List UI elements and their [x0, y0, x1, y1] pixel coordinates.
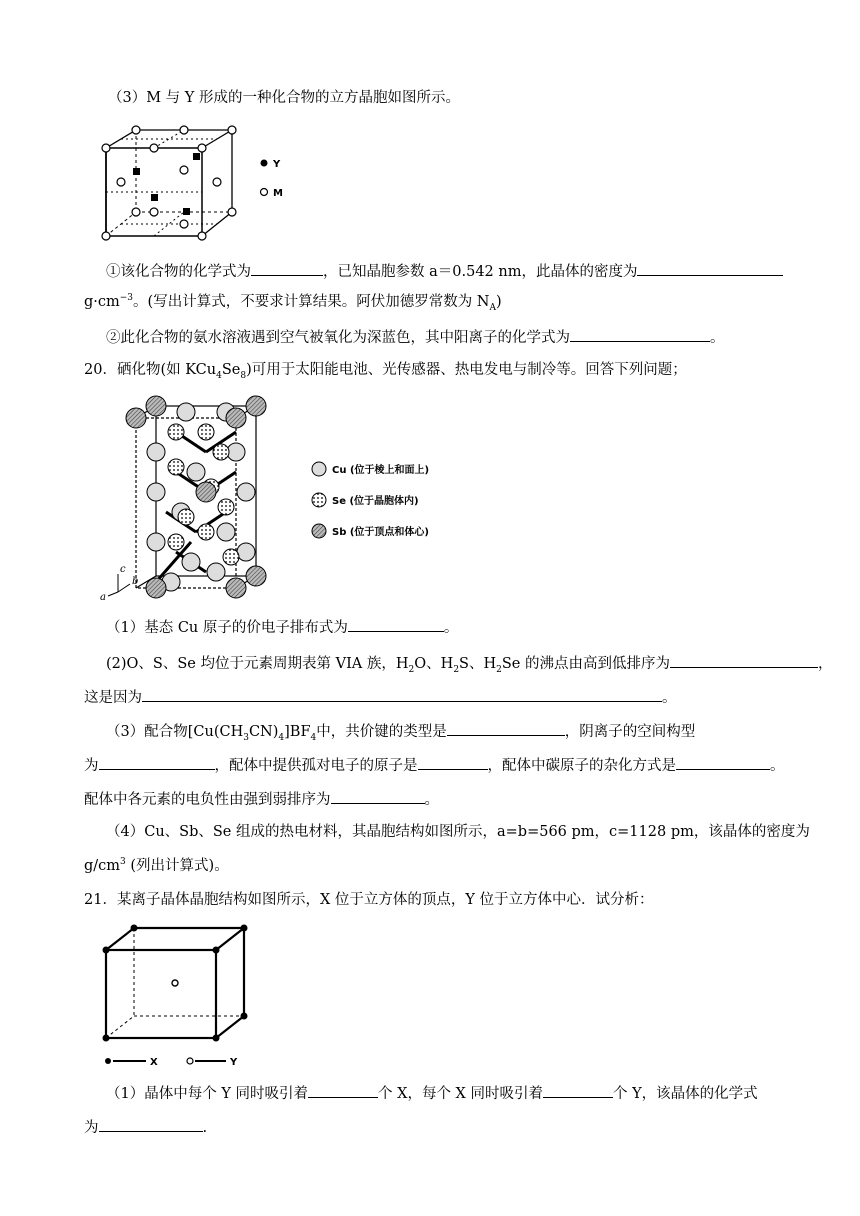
q19-item2-line: ②此化合物的氨水溶液遇到空气被氧化为深蓝色，其中阳离子的化学式为 。	[106, 326, 725, 348]
q20-p3-cont2: 配体中各元素的电负性由强到弱排序为 。	[84, 788, 439, 810]
q19-3-intro: （3）M 与 Y 形成的一种化合物的立方晶胞如图所示。	[108, 90, 460, 106]
q20-p2: (2)O、S、Se 均位于元素周期表第 VIA 族，$H_2O$、$H_2S$、$H_2Se$ 的沸点由高到低排序为 ，	[106, 652, 833, 674]
q20-p2-cont: 这是因为 。	[84, 686, 677, 708]
q20-crystal-figure	[96, 392, 466, 604]
q20-p4-cont: $g/cm^3$ (列出计算式)。	[84, 857, 229, 874]
q20-p3: （3）配合物$[Cu(CH_3CN)_4]BF_4$中，共价键的类型是 ，阴离子的空间构型	[106, 720, 695, 742]
q20-legend-cu: Cu (位于棱上和面上)	[332, 465, 430, 476]
q21-legend-y: Y	[230, 1057, 238, 1068]
q20-legend-se: Se (位于晶胞体内)	[332, 496, 419, 507]
axis-b-label: b	[132, 576, 139, 587]
q21-p1-cont: 为 .	[84, 1116, 207, 1138]
q21-stem: 21．某离子晶体晶胞结构如图所示，X 位于立方体的顶点，Y 位于立方体中心．试分析：	[84, 892, 654, 908]
axis-a-label: a	[100, 592, 106, 603]
q19-legend-m: M	[273, 188, 283, 199]
q20-p1: （1）基态 Cu 原子的价电子排布式为 。	[106, 616, 458, 638]
q21-legend-x: X	[150, 1057, 158, 1068]
q19-item1-cont: $g\cdot cm^{-3}$。(写出计算式，不要求计算结果。阿伏加德罗常数为 $N_A$)	[84, 293, 502, 313]
q19-legend-y: Y	[273, 159, 281, 170]
q20-p3-cont: 为 ，配体中提供孤对电子的原子是 ，配体中碳原子的杂化方式是 。	[84, 754, 785, 776]
q21-crystal-figure	[96, 920, 266, 1070]
axis-c-label: c	[120, 564, 126, 575]
q21-p1: （1）晶体中每个 Y 同时吸引着 个 X，每个 X 同时吸引着 个 Y，该晶体的化学式	[106, 1082, 758, 1104]
q20-p4: （4）Cu、Sb、Se 组成的热电材料，其晶胞结构如图所示，a=b=566 pm，c=1128 pm，该晶体的密度为	[106, 824, 810, 840]
q20-legend-sb: Sb (位于顶点和体心)	[332, 527, 429, 538]
q19-crystal-figure	[96, 120, 306, 248]
q19-item1-line: ①该化合物的化学式为 ，已知晶胞参数 a＝0.542 nm，此晶体的密度为	[106, 260, 783, 282]
q20-stem: 20．硒化物(如 $KCu_4Se_8$)可用于太阳能电池、光传感器、热电发电与制冷等。回答下列问题；	[84, 362, 687, 381]
